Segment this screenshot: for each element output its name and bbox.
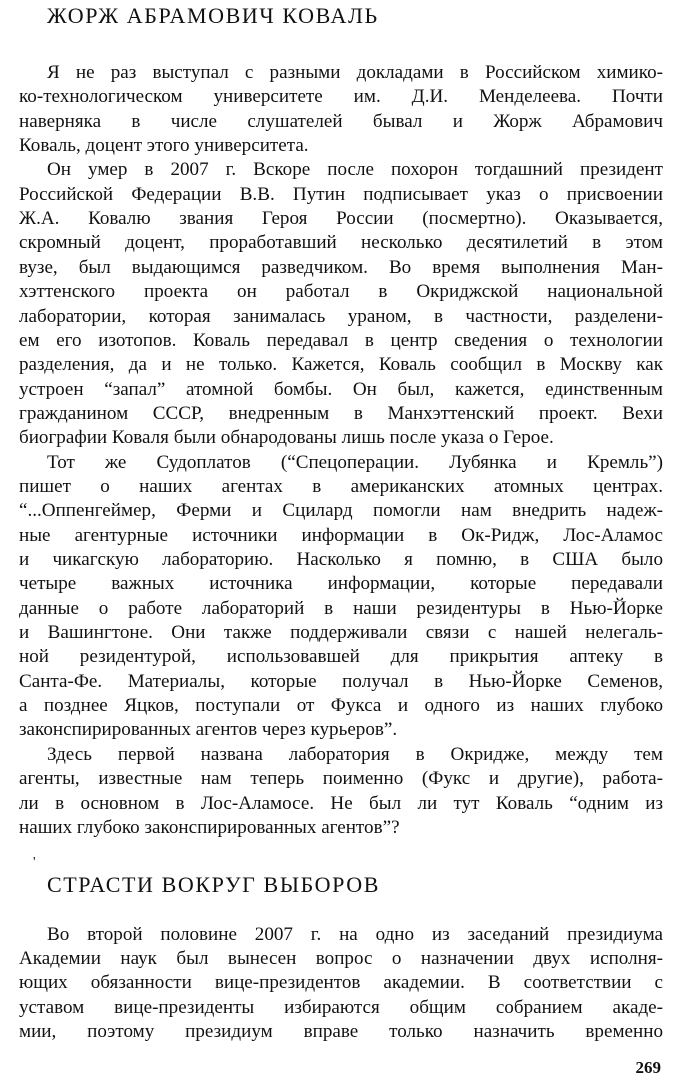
text-line: Академии наук был вынесен вопрос о назначении двух исполня- <box>19 948 663 970</box>
text-line: ные агентурные источники информации в Ок-Ридж, Лос-Аламос <box>19 524 663 546</box>
text-line: пишет о наших агентах в американских атомных центрах. <box>19 475 663 497</box>
text-line: законспирированных агентов через курьеров”. <box>19 719 398 741</box>
text-line: четыре важных источника информации, которые передавали <box>19 573 663 595</box>
text-line: и чикагскую лабораторию. Насколько я помню, в США было <box>19 549 663 570</box>
text-line: а позднее Яцков, поступали от Фукса и одного из наших глубоко <box>19 695 663 717</box>
text-line: наверняка в числе слушателей бывал и Жорж Абрамович <box>19 110 663 132</box>
text-line: и Вашингтоне. Они также поддерживали связи с нашей нелегаль- <box>19 622 663 644</box>
text-line: Тот же Судоплатов (“Спецоперации. Лубянка и Кремль”) <box>47 451 663 473</box>
stray-print-mark: ' <box>33 855 36 870</box>
text-line: Ж.А. Ковалю звания Героя России (посмертно). Оказывается, <box>19 208 663 230</box>
text-line: ной резидентурой, использовавшей для прикрытия аптеку в <box>19 646 663 668</box>
page-number: 269 <box>635 1058 661 1077</box>
text-line: скромный доцент, проработавший несколько десятилетий в этом <box>19 232 663 254</box>
text-line: “...Оппенгеймер, Ферми и Сцилард помогли нам внедрить надеж- <box>19 500 663 522</box>
text-line: ко-технологическом университете им. Д.И. Менделеева. Почти <box>19 86 663 108</box>
section-heading-elections: СТРАСТИ ВОКРУГ ВЫБОРОВ <box>47 872 381 897</box>
text-line: мии, поэтому президиум вправе только назначить временно <box>19 1020 663 1042</box>
text-line: ющих обязанности вице-президентов академии. В соответствии с <box>19 972 663 994</box>
text-line: наших глубоко законспирированных агентов”? <box>19 816 400 838</box>
text-line: Я не раз выступал с разными докладами в Российском химико- <box>47 62 663 83</box>
text-line: Коваль, доцент этого университета. <box>19 135 309 157</box>
text-line: уставом вице-президенты избираются общим собранием акаде- <box>19 996 663 1018</box>
text-line: устроен “запал” атомной бомбы. Он был, кажется, единственным <box>19 378 663 400</box>
text-line: хэттенского проекта он работал в Окриджской национальной <box>19 281 663 303</box>
text-line: Здесь первой названа лаборатория в Окридже, между тем <box>47 743 663 765</box>
text-line: вузе, был выдающимся разведчиком. Во время выполнения Ман- <box>19 256 663 278</box>
text-line: данные о работе лабораторий в наши резидентуры в Нью-Йорке <box>19 597 663 619</box>
text-line: гражданином СССР, внедренным в Манхэттенский проект. Вехи <box>19 402 663 424</box>
text-line: Во второй половине 2007 г. на одно из заседаний президиума <box>47 924 663 945</box>
text-line: Российской Федерации В.В. Путин подписывает указ о присвоении <box>19 183 663 205</box>
text-line: Он умер в 2007 г. Вскоре после похорон тогдашний президент <box>47 159 663 181</box>
text-line: агенты, известные нам теперь поименно (Фукс и другие), работа- <box>19 768 663 790</box>
text-line: ем его изотопов. Коваль передавал в центр сведения о технологии <box>19 329 663 351</box>
text-line: биографии Коваля были обнародованы лишь после указа о Герое. <box>19 427 554 449</box>
text-line: разделения, да и не только. Кажется, Коваль сообщил в Москву как <box>19 354 663 376</box>
text-line: Санта-Фе. Материалы, которые получал в Нью-Йорке Семенов, <box>19 670 663 692</box>
text-line: ли в основном в Лос-Аламосе. Не был ли тут Коваль “одним из <box>19 792 663 814</box>
text-line: лаборатории, которая занималась ураном, в частности, разделени- <box>19 305 663 327</box>
section-heading-koval: ЖОРЖ АБРАМОВИЧ КОВАЛЬ <box>47 3 379 28</box>
